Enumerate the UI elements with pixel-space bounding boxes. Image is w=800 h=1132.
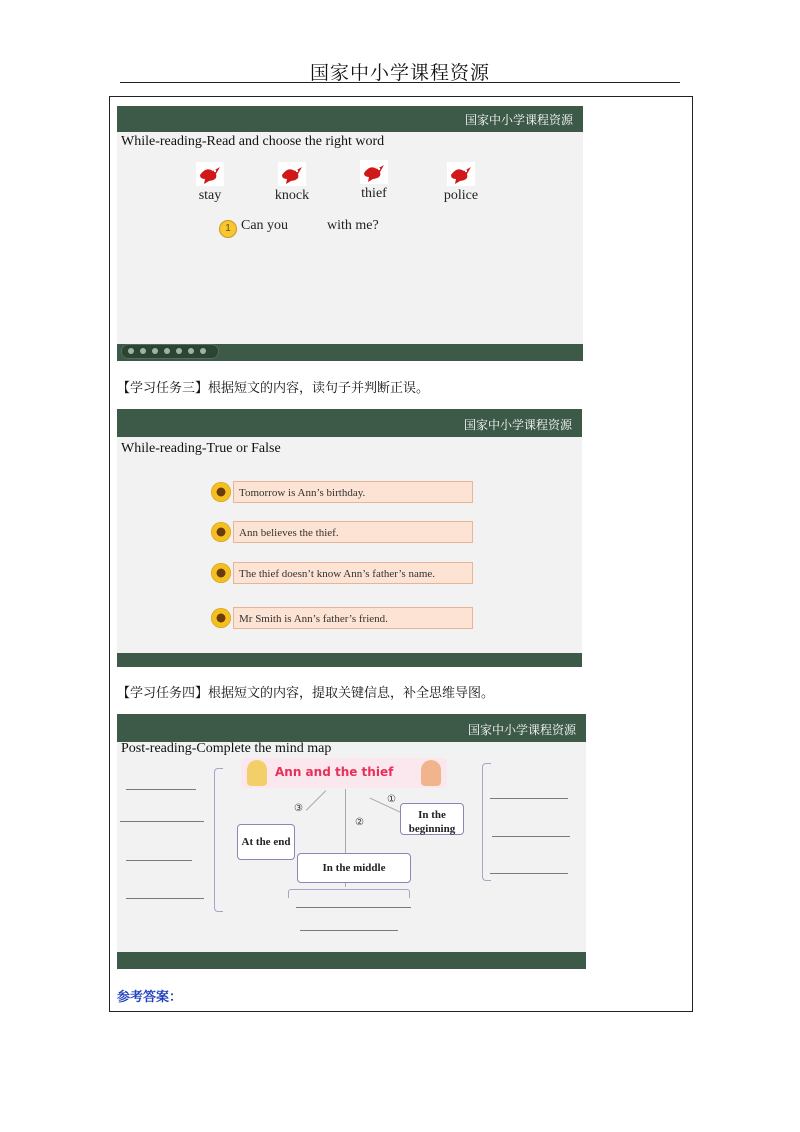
pen-icon[interactable] [152, 348, 158, 354]
bottom-bracket [288, 889, 410, 898]
question-part-2: with me? [327, 218, 379, 233]
word-card-thief[interactable] [354, 160, 394, 202]
slide-bottom-bar [117, 344, 583, 361]
blank-line[interactable] [120, 821, 204, 822]
next-icon[interactable] [188, 348, 194, 354]
statement-row[interactable]: The thief doesn’t know Ann’s father’s name. [233, 562, 473, 584]
answer-key-label: 参考答案： [117, 990, 183, 1005]
statement-row[interactable]: Tomorrow is Ann’s birthday. [233, 481, 473, 503]
word-card-police[interactable] [441, 162, 481, 204]
boy-avatar [421, 760, 441, 786]
marker-3: ③ [294, 803, 303, 814]
node-end: At the end [237, 824, 295, 860]
word-card-knock[interactable] [272, 162, 312, 204]
word-label: knock [274, 188, 310, 203]
statement-row[interactable]: Mr Smith is Ann’s father’s friend. [233, 607, 473, 629]
bird-icon [447, 162, 475, 186]
eraser-icon[interactable] [164, 348, 170, 354]
prev-icon[interactable] [128, 348, 134, 354]
question-number-badge: 1 [219, 220, 237, 238]
blank-line[interactable] [126, 789, 196, 790]
node-middle: In the middle [297, 853, 411, 883]
blank-line[interactable] [126, 898, 204, 899]
sunflower-icon [211, 608, 231, 628]
slide-top-bar [117, 106, 583, 132]
word-card-stay[interactable] [190, 162, 230, 204]
mind-map-title-banner [241, 758, 447, 788]
marker-1: ① [387, 794, 396, 805]
word-label: stay [198, 188, 222, 203]
statement-row[interactable]: Ann believes the thief. [233, 521, 473, 543]
task-4-label: 【学习任务四】根据短文的内容，提取关键信息，补全思维导图。 [117, 686, 495, 701]
right-bracket [482, 763, 491, 881]
slide-title: Post-reading-Complete the mind map [121, 741, 332, 756]
sunflower-icon [211, 482, 231, 502]
playback-controls[interactable] [121, 344, 219, 359]
blank-line[interactable] [490, 798, 568, 799]
slide-title: While-reading-True or False [121, 441, 281, 456]
slide-brand: 国家中小学课程资源 [463, 418, 572, 432]
slide-read-choose [117, 106, 583, 361]
slide-brand: 国家中小学课程资源 [467, 723, 576, 737]
task-3-label: 【学习任务三】根据短文的内容，读句子并判断正误。 [117, 381, 430, 396]
word-label: police [443, 188, 479, 203]
node-beginning: In the beginning [400, 803, 464, 835]
slide-top-bar [117, 714, 586, 742]
menu-icon[interactable] [176, 348, 182, 354]
blank-line[interactable] [492, 836, 570, 837]
play-icon[interactable] [140, 348, 146, 354]
bird-icon [196, 162, 224, 186]
marker-2: ② [355, 817, 364, 828]
blank-line[interactable] [296, 907, 411, 908]
page-header: 国家中小学课程资源 [309, 62, 490, 84]
slide-brand: 国家中小学课程资源 [464, 113, 573, 127]
left-bracket [214, 768, 223, 912]
bird-icon [360, 160, 388, 184]
girl-avatar [247, 760, 267, 786]
header-rule [120, 82, 680, 83]
slide-top-bar [117, 409, 582, 437]
sunflower-icon [211, 563, 231, 583]
slide-title: While-reading-Read and choose the right word [121, 134, 385, 149]
sunflower-icon [211, 522, 231, 542]
mind-map-center-title: Ann and the thief [275, 765, 394, 779]
slide-bottom-bar [117, 653, 582, 667]
word-label: thief [361, 186, 387, 201]
bird-icon [278, 162, 306, 186]
question-part-1: Can you [241, 218, 289, 233]
blank-line[interactable] [490, 873, 568, 874]
settings-icon[interactable] [200, 348, 206, 354]
blank-line[interactable] [126, 860, 192, 861]
slide-bottom-bar [117, 952, 586, 969]
blank-line[interactable] [300, 930, 398, 931]
